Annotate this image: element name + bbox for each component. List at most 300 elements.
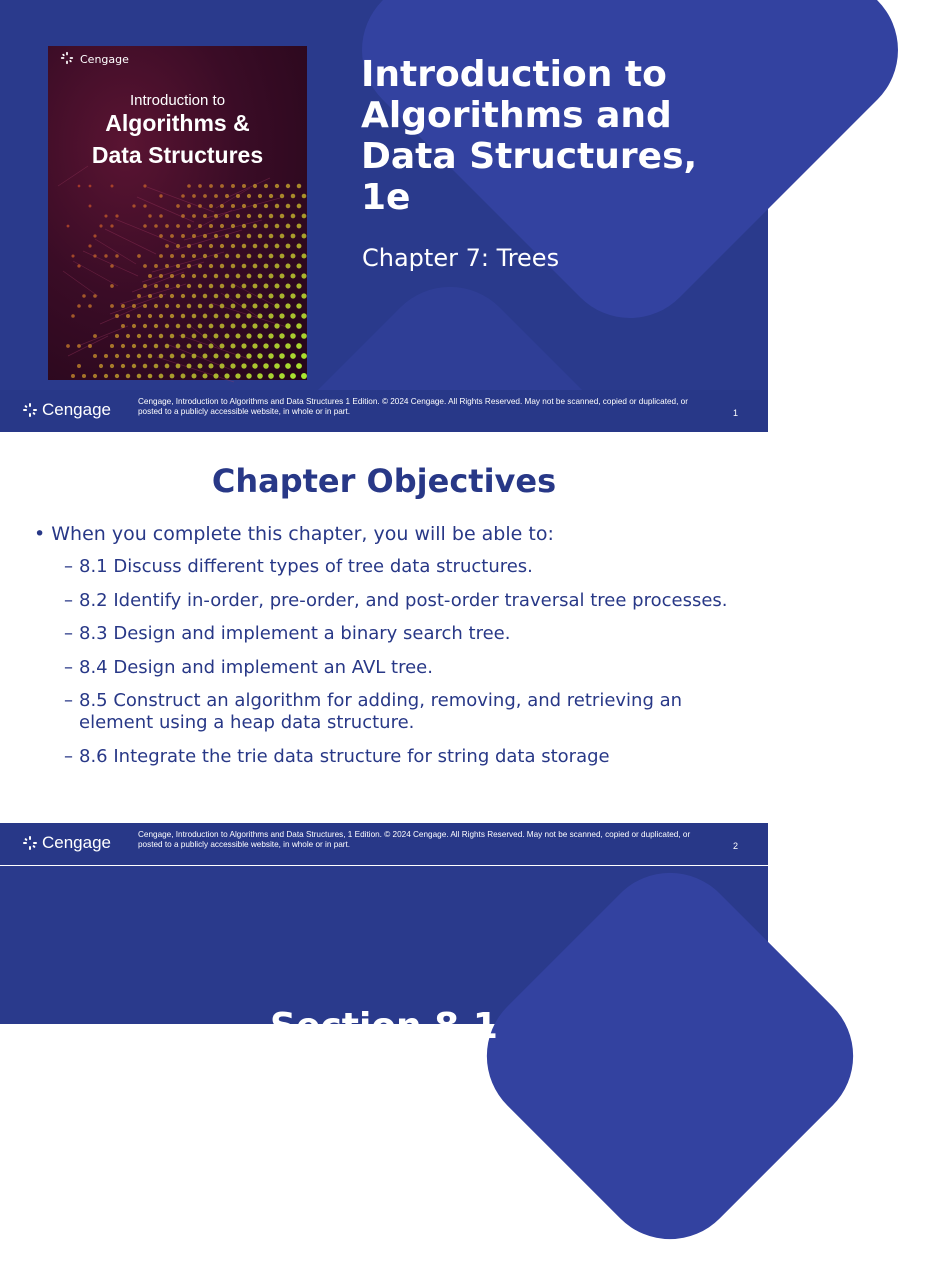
- cover-dot: [274, 343, 279, 348]
- cover-dot: [159, 194, 162, 197]
- cover-dot: [258, 274, 263, 279]
- cover-dot: [263, 303, 268, 308]
- cover-dot: [192, 294, 196, 298]
- cover-dot: [286, 184, 290, 188]
- cover-dot: [93, 254, 96, 257]
- cover-dot: [148, 294, 152, 298]
- list-item: [64, 746, 744, 768]
- cover-dot: [214, 214, 218, 218]
- cover-dot: [77, 304, 81, 308]
- cover-dot: [263, 363, 269, 369]
- page-number: 2: [732, 841, 738, 851]
- cover-dot: [99, 224, 102, 227]
- cover-dot: [143, 344, 147, 348]
- cover-dot: [214, 314, 219, 319]
- cover-dot: [181, 274, 185, 278]
- cover-dot: [203, 234, 207, 238]
- list-item: [64, 657, 744, 679]
- book-cover-brand-label: Cengage: [80, 52, 129, 66]
- slide-title-line: Introduction to: [361, 54, 667, 95]
- cover-dot: [159, 214, 163, 218]
- cover-dot: [235, 333, 240, 338]
- cover-dot: [159, 314, 163, 318]
- cengage-logo-icon: [22, 402, 38, 418]
- cover-dot: [235, 353, 240, 358]
- cengage-logo-icon: [22, 835, 38, 851]
- footer-logo: [22, 400, 111, 420]
- cover-dot: [274, 303, 279, 308]
- footer-brand: Cengage: [42, 833, 112, 852]
- cover-dot: [246, 313, 251, 318]
- cover-dot: [110, 284, 114, 288]
- cover-dot: [192, 374, 197, 379]
- cover-dot: [301, 273, 306, 278]
- cover-dot: [192, 354, 197, 359]
- cover-dot: [220, 264, 224, 268]
- cover-dot: [111, 185, 114, 188]
- cover-dot: [296, 263, 301, 268]
- cover-dot: [110, 224, 113, 227]
- cover-dot: [192, 334, 197, 339]
- cover-dot: [214, 334, 219, 339]
- cover-dot: [275, 264, 280, 269]
- cover-dot: [242, 244, 246, 248]
- cover-dot: [258, 194, 262, 198]
- cengage-logo-icon: [60, 51, 76, 67]
- cover-dot: [280, 194, 284, 198]
- cover-dot: [132, 324, 136, 328]
- slide-title-line: Algorithms and: [361, 95, 672, 136]
- cover-dot: [301, 253, 306, 258]
- cover-dot: [285, 343, 291, 349]
- cover-dot: [280, 254, 285, 259]
- cover-dot: [231, 324, 236, 329]
- cover-dot: [209, 204, 213, 208]
- cover-dot: [192, 254, 196, 258]
- cover-dot: [132, 344, 136, 348]
- cover-dot: [231, 224, 235, 228]
- cover-dot: [257, 353, 262, 358]
- cover-dot: [187, 224, 191, 228]
- cover-dot: [121, 324, 125, 328]
- cover-dot: [71, 374, 75, 378]
- slide-title: [361, 54, 751, 218]
- cover-dot: [231, 184, 235, 188]
- cover-dot: [165, 324, 169, 328]
- cover-dot: [143, 304, 147, 308]
- objective-text: 8.6 Integrate the trie data structure for string data storage: [79, 745, 610, 767]
- cover-dot: [159, 274, 163, 278]
- objective-text: 8.5 Construct an algorithm for adding, removing, and retrieving an element using a heap data structure.: [79, 690, 683, 733]
- cover-dot: [159, 374, 164, 379]
- cover-dot: [225, 334, 230, 339]
- cover-dot: [143, 264, 147, 268]
- cover-dot: [88, 344, 92, 348]
- cover-dot: [225, 234, 229, 238]
- cover-dot: [203, 314, 208, 319]
- cover-dot: [126, 354, 130, 358]
- cover-dot: [225, 314, 230, 319]
- cover-dot: [290, 333, 296, 339]
- objective-text: 8.2 Identify in-order, pre-order, and post-order traversal tree processes.: [79, 589, 728, 611]
- cover-dot: [269, 234, 274, 239]
- cover-dot: [198, 304, 203, 309]
- list-item: [64, 556, 744, 578]
- cover-dot: [121, 344, 125, 348]
- cover-dot: [154, 304, 158, 308]
- cover-dot: [88, 244, 91, 247]
- cover-dot: [148, 334, 152, 338]
- page-number: 1: [732, 408, 738, 418]
- cover-dot: [165, 364, 170, 369]
- cover-dot: [297, 244, 302, 249]
- cover-dot: [165, 284, 169, 288]
- cover-dot: [198, 204, 202, 208]
- cover-dot: [225, 194, 229, 198]
- cover-dot: [78, 185, 81, 188]
- cover-dot: [220, 204, 224, 208]
- list-item: [64, 590, 744, 612]
- cover-dot: [269, 194, 273, 198]
- cover-dot: [181, 254, 185, 258]
- cover-dot: [219, 343, 224, 348]
- cover-dot: [279, 373, 285, 379]
- cover-dot: [258, 214, 262, 218]
- cover-dot: [253, 244, 258, 249]
- footer-legal-text: Cengage, Introduction to Algorithms and Data Structures 1 Edition. © 2024 Cengage. All Rights Reserved. May not be scanned, copied or duplicated, or posted to a publicly accessible website, in whole or in part.: [138, 397, 688, 416]
- cover-dot: [224, 353, 229, 358]
- cover-dot: [285, 363, 291, 369]
- cover-dot: [247, 294, 252, 299]
- cover-dot: [302, 194, 307, 199]
- cover-dot: [67, 225, 70, 228]
- cover-dot: [208, 363, 213, 368]
- cover-dot: [198, 364, 203, 369]
- cover-dot: [165, 304, 169, 308]
- cover-dot: [285, 303, 290, 308]
- cover-dot: [181, 194, 185, 198]
- cover-dot: [176, 204, 180, 208]
- objective-text: 8.3 Design and implement a binary search tree.: [79, 623, 511, 644]
- cover-dot: [159, 234, 163, 238]
- cover-dot: [148, 374, 153, 379]
- cover-dot: [154, 364, 159, 369]
- slide-title-line: Data Structures,: [361, 136, 698, 177]
- cover-dot: [89, 205, 92, 208]
- cover-dot: [104, 254, 107, 257]
- cover-dot: [253, 304, 258, 309]
- cover-dot: [214, 194, 218, 198]
- cover-dot: [71, 254, 74, 257]
- cover-dot: [296, 323, 302, 329]
- cover-dot: [198, 244, 202, 248]
- cover-dot: [187, 204, 191, 208]
- cover-dot: [231, 264, 236, 269]
- dash-marker: –: [64, 690, 73, 711]
- cover-dot: [93, 294, 97, 298]
- cover-dot: [159, 294, 163, 298]
- book-cover-title-line2: Data Structures: [91, 142, 264, 168]
- cover-dot: [209, 184, 213, 188]
- cover-dot: [246, 353, 251, 358]
- list-item: [64, 623, 744, 645]
- background-shape: [458, 844, 882, 1268]
- cover-dot: [176, 284, 180, 288]
- cover-dot: [181, 374, 186, 379]
- cover-dot: [143, 364, 148, 369]
- cover-dot: [104, 374, 108, 378]
- cover-dot: [110, 344, 114, 348]
- cover-dot: [297, 224, 302, 229]
- cover-dot: [176, 344, 181, 349]
- cover-dot: [154, 284, 158, 288]
- cover-dot: [110, 364, 114, 368]
- cover-dot: [192, 314, 197, 319]
- cover-dot: [93, 334, 97, 338]
- cover-dot: [143, 324, 147, 328]
- cover-dot: [301, 373, 307, 379]
- cover-dot: [225, 274, 230, 279]
- dash-marker: –: [64, 745, 73, 767]
- cover-dot: [230, 363, 235, 368]
- cover-dot: [225, 294, 230, 299]
- cover-dot: [209, 324, 214, 329]
- cover-dot: [148, 314, 152, 318]
- cover-dot: [296, 343, 302, 349]
- cover-dot: [176, 364, 181, 369]
- cover-dot: [143, 284, 147, 288]
- cover-dot: [143, 184, 146, 187]
- cover-dot: [236, 294, 241, 299]
- cover-dot: [126, 374, 130, 378]
- cover-dot: [286, 264, 291, 269]
- cover-dot: [192, 214, 196, 218]
- cover-dot: [257, 313, 262, 318]
- cover-dot: [143, 224, 146, 227]
- cover-dot: [253, 204, 257, 208]
- cover-dot: [301, 333, 307, 339]
- cover-dot: [242, 284, 247, 289]
- cover-dot: [77, 344, 81, 348]
- cover-dot: [121, 364, 125, 368]
- cover-dot: [93, 354, 97, 358]
- cover-dot: [154, 224, 158, 228]
- cover-dot: [291, 234, 296, 239]
- cover-dot: [220, 184, 224, 188]
- cover-dot: [159, 334, 163, 338]
- cover-dot: [296, 283, 301, 288]
- list-item: [64, 690, 744, 734]
- objective-text: 8.1 Discuss different types of tree data structures.: [79, 556, 533, 577]
- cover-dot: [264, 224, 269, 229]
- cover-dot: [275, 224, 280, 229]
- cover-dot: [154, 344, 158, 348]
- cover-dot: [268, 373, 274, 379]
- cover-dot: [192, 234, 196, 238]
- cover-dot: [290, 273, 295, 278]
- cover-dot: [286, 224, 291, 229]
- cover-dot: [264, 184, 268, 188]
- cover-dot: [203, 334, 208, 339]
- cover-dot: [137, 314, 141, 318]
- cover-dot: [225, 214, 229, 218]
- cover-dot: [275, 204, 279, 208]
- slide-footer: [0, 823, 768, 865]
- cover-dot: [220, 244, 224, 248]
- cover-dot: [176, 324, 180, 328]
- cover-dot: [246, 373, 251, 378]
- cover-dot: [148, 354, 152, 358]
- cover-dot: [247, 234, 251, 238]
- footer-brand: Cengage: [42, 400, 112, 419]
- cover-dot: [302, 234, 307, 239]
- cover-dot: [187, 244, 191, 248]
- cover-dot: [236, 254, 240, 258]
- cover-dot: [246, 333, 251, 338]
- cover-dot: [269, 274, 274, 279]
- cover-dot: [258, 234, 263, 239]
- cover-dot: [170, 234, 174, 238]
- cover-dot: [192, 274, 196, 278]
- cover-dot: [148, 214, 151, 217]
- cover-dot: [302, 214, 307, 219]
- cover-dot: [231, 204, 235, 208]
- cover-dot: [198, 264, 202, 268]
- cover-dot: [187, 284, 191, 288]
- cover-dot: [263, 343, 268, 348]
- dash-marker: –: [64, 589, 73, 611]
- cover-dot: [121, 304, 125, 308]
- cover-dot: [115, 314, 119, 318]
- cover-dot: [214, 294, 219, 299]
- cover-dot: [242, 304, 247, 309]
- cover-dot: [264, 244, 269, 249]
- cover-dot: [301, 353, 307, 359]
- cover-dot: [241, 343, 246, 348]
- cover-dot: [203, 194, 207, 198]
- cover-dot: [264, 284, 269, 289]
- cover-dot: [269, 214, 273, 218]
- cover-dot: [209, 284, 213, 288]
- cover-dot: [264, 264, 269, 269]
- cover-dot: [132, 364, 136, 368]
- cover-dot: [82, 294, 85, 297]
- book-cover-subtitle: Introduction to: [129, 92, 226, 109]
- cover-dot: [291, 214, 296, 219]
- cover-dot: [209, 304, 214, 309]
- cover-dot: [268, 293, 273, 298]
- bullet-lead: • When you complete this chapter, you will be able to:: [34, 523, 554, 545]
- cover-dot: [137, 334, 141, 338]
- cover-dot: [290, 373, 296, 379]
- cover-dot: [143, 204, 146, 207]
- cover-dot: [110, 264, 114, 268]
- cover-dot: [154, 264, 158, 268]
- cover-dot: [209, 224, 213, 228]
- cover-dot: [159, 254, 163, 258]
- cover-dot: [181, 334, 186, 339]
- cover-dot: [241, 363, 246, 368]
- cover-dot: [230, 343, 235, 348]
- cover-dot: [253, 184, 257, 188]
- cover-dot: [290, 293, 295, 298]
- cover-dot: [275, 244, 280, 249]
- cover-dot: [279, 313, 284, 318]
- cover-dot: [242, 264, 247, 269]
- cover-dot: [209, 264, 213, 268]
- cover-dot: [159, 354, 164, 359]
- cover-dot: [253, 224, 257, 228]
- cover-dot: [279, 353, 285, 359]
- cover-dot: [71, 314, 75, 318]
- cover-dot: [77, 264, 80, 267]
- cover-dot: [104, 354, 108, 358]
- cover-dot: [203, 274, 207, 278]
- cover-dot: [187, 324, 192, 329]
- cover-dot: [187, 264, 191, 268]
- cover-dot: [264, 204, 268, 208]
- cover-dot: [198, 284, 202, 288]
- cover-dot: [115, 254, 118, 257]
- cover-dot: [203, 354, 208, 359]
- cover-dot: [170, 314, 174, 318]
- cover-dot: [258, 294, 263, 299]
- cover-dot: [181, 234, 185, 238]
- cover-dot: [231, 304, 236, 309]
- cover-dot: [82, 374, 86, 378]
- cover-dot: [297, 204, 302, 209]
- cover-dot: [296, 303, 301, 308]
- cover-dot: [137, 354, 141, 358]
- cover-dot: [170, 254, 174, 258]
- objective-text: 8.4 Design and implement an AVL tree.: [79, 656, 433, 678]
- cover-dot: [274, 283, 279, 288]
- cover-dot: [115, 374, 119, 378]
- chapter-subtitle: Chapter 7: Trees: [362, 244, 560, 272]
- cover-dot: [115, 354, 119, 358]
- cover-dot: [93, 234, 96, 237]
- cover-dot: [165, 264, 169, 268]
- cover-dot: [170, 354, 175, 359]
- dash-marker: –: [64, 556, 73, 577]
- cover-dot: [236, 194, 240, 198]
- cover-dot: [99, 364, 103, 368]
- cover-dot: [137, 254, 141, 258]
- cover-dot: [279, 293, 284, 298]
- cover-dot: [220, 284, 225, 289]
- cover-dot: [274, 323, 279, 328]
- cover-dot: [187, 344, 192, 349]
- cover-dot: [104, 214, 107, 217]
- cover-dot: [176, 264, 180, 268]
- cover-dot: [268, 353, 273, 358]
- book-cover-title-line1: Algorithms &: [105, 110, 250, 136]
- cover-dot: [198, 324, 203, 329]
- cover-dot: [257, 333, 262, 338]
- cover-dot: [291, 254, 296, 259]
- cover-dot: [126, 314, 130, 318]
- cover-dot: [148, 274, 152, 278]
- cover-dot: [291, 194, 296, 199]
- dash-marker: –: [64, 623, 73, 644]
- cover-dot: [203, 294, 208, 299]
- book-cover: [48, 46, 307, 380]
- cover-dot: [137, 294, 141, 298]
- cover-dot: [268, 313, 273, 318]
- cover-dot: [187, 364, 192, 369]
- book-cover-brand: [60, 51, 129, 67]
- cover-dot: [110, 304, 114, 308]
